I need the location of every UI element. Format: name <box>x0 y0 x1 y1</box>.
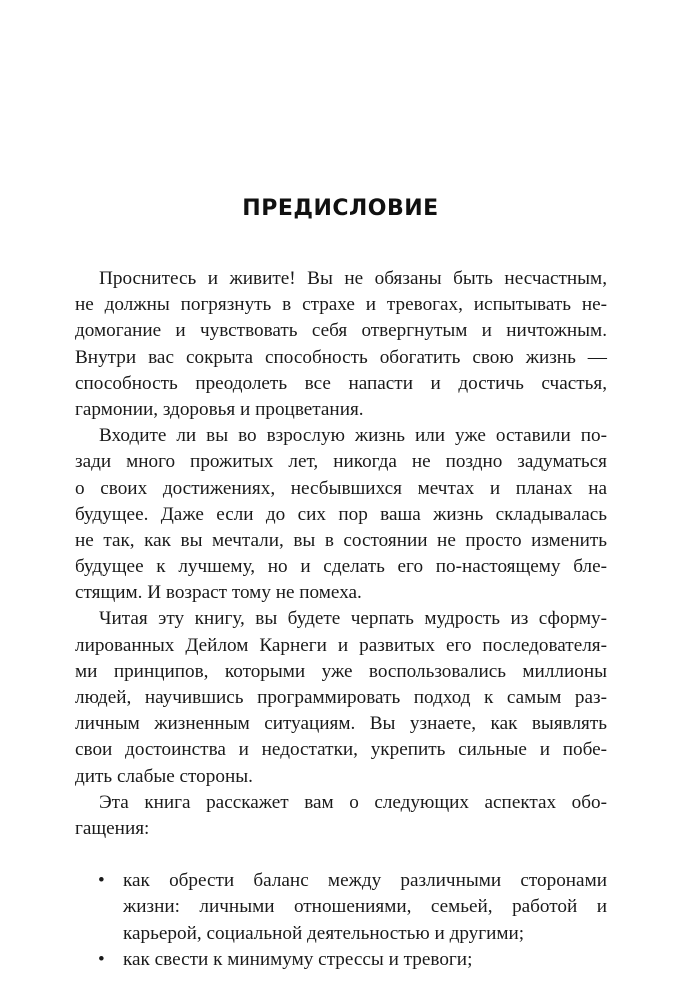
list-item <box>75 947 607 973</box>
text-line: как свести к минимуму стрессы и тревоги; <box>123 948 473 970</box>
body-text <box>75 266 607 973</box>
paragraph <box>75 423 607 606</box>
text-line: дить слабые стороны. <box>75 765 253 787</box>
paragraph <box>75 606 607 789</box>
text-line: как обрести баланс между различными сторонами <box>123 870 607 892</box>
text-line: лированных Дейлом Карнеги и развитых его последователя- <box>75 634 607 656</box>
text-line: Проснитесь и живите! Вы не обязаны быть несчастным, <box>99 268 607 289</box>
text-line: людей, научившись программировать подход к самым раз- <box>75 687 607 708</box>
text-line: зади много прожитых лет, никогда не поздно задуматься <box>75 451 607 473</box>
text-line: ми принципов, которыми уже воспользовались миллионы <box>75 660 607 682</box>
text-line: не так, как вы мечтали, вы в состоянии не просто изменить <box>75 529 607 551</box>
bullet-marker: • <box>98 870 105 892</box>
text-line: свои достоинства и недостатки, укрепить сильные и побе- <box>75 739 607 761</box>
bullet-marker: • <box>98 948 105 970</box>
text-line: о своих достижениях, несбывшихся мечтах и планах на <box>75 477 607 499</box>
paragraph <box>75 266 607 423</box>
paragraph <box>75 790 607 842</box>
text-line: гармонии, здоровья и процветания. <box>75 398 364 420</box>
text-line: гащения: <box>75 817 150 839</box>
spacer <box>75 842 607 868</box>
text-line: жизни: личными отношениями, семьей, работой и <box>123 896 607 918</box>
text-line: Внутри вас сокрыта способность обогатить свою жизнь — <box>75 346 607 368</box>
text-line: карьерой, социальной деятельностью и другими; <box>123 922 525 944</box>
text-line: Входите ли вы во взрослую жизнь или уже оставили по- <box>99 425 607 447</box>
page-title: ПРЕДИСЛОВИЕ <box>242 196 439 221</box>
text-line: личным жизненным ситуациям. Вы узнаете, как выявлять <box>75 713 607 735</box>
text-line: домогание и чувствовать себя отвергнутым и ничтожным. <box>75 320 607 342</box>
text-line: не должны погрязнуть в страхе и тревогах, испытывать не- <box>75 294 607 316</box>
text-line: способность преодолеть все напасти и достичь счастья, <box>75 372 607 394</box>
text-line: Читая эту книгу, вы будете черпать мудрость из сформу- <box>99 608 607 630</box>
text-line: будущее к лучшему, но и сделать его по-настоящему бле- <box>75 556 607 578</box>
text-line: стящим. И возраст тому не помеха. <box>75 582 362 604</box>
list-item <box>75 868 607 947</box>
text-line: будущее. Даже если до сих пор ваша жизнь складывалась <box>75 503 607 525</box>
text-line: Эта книга расскажет вам о следующих аспектах обо- <box>99 791 607 813</box>
